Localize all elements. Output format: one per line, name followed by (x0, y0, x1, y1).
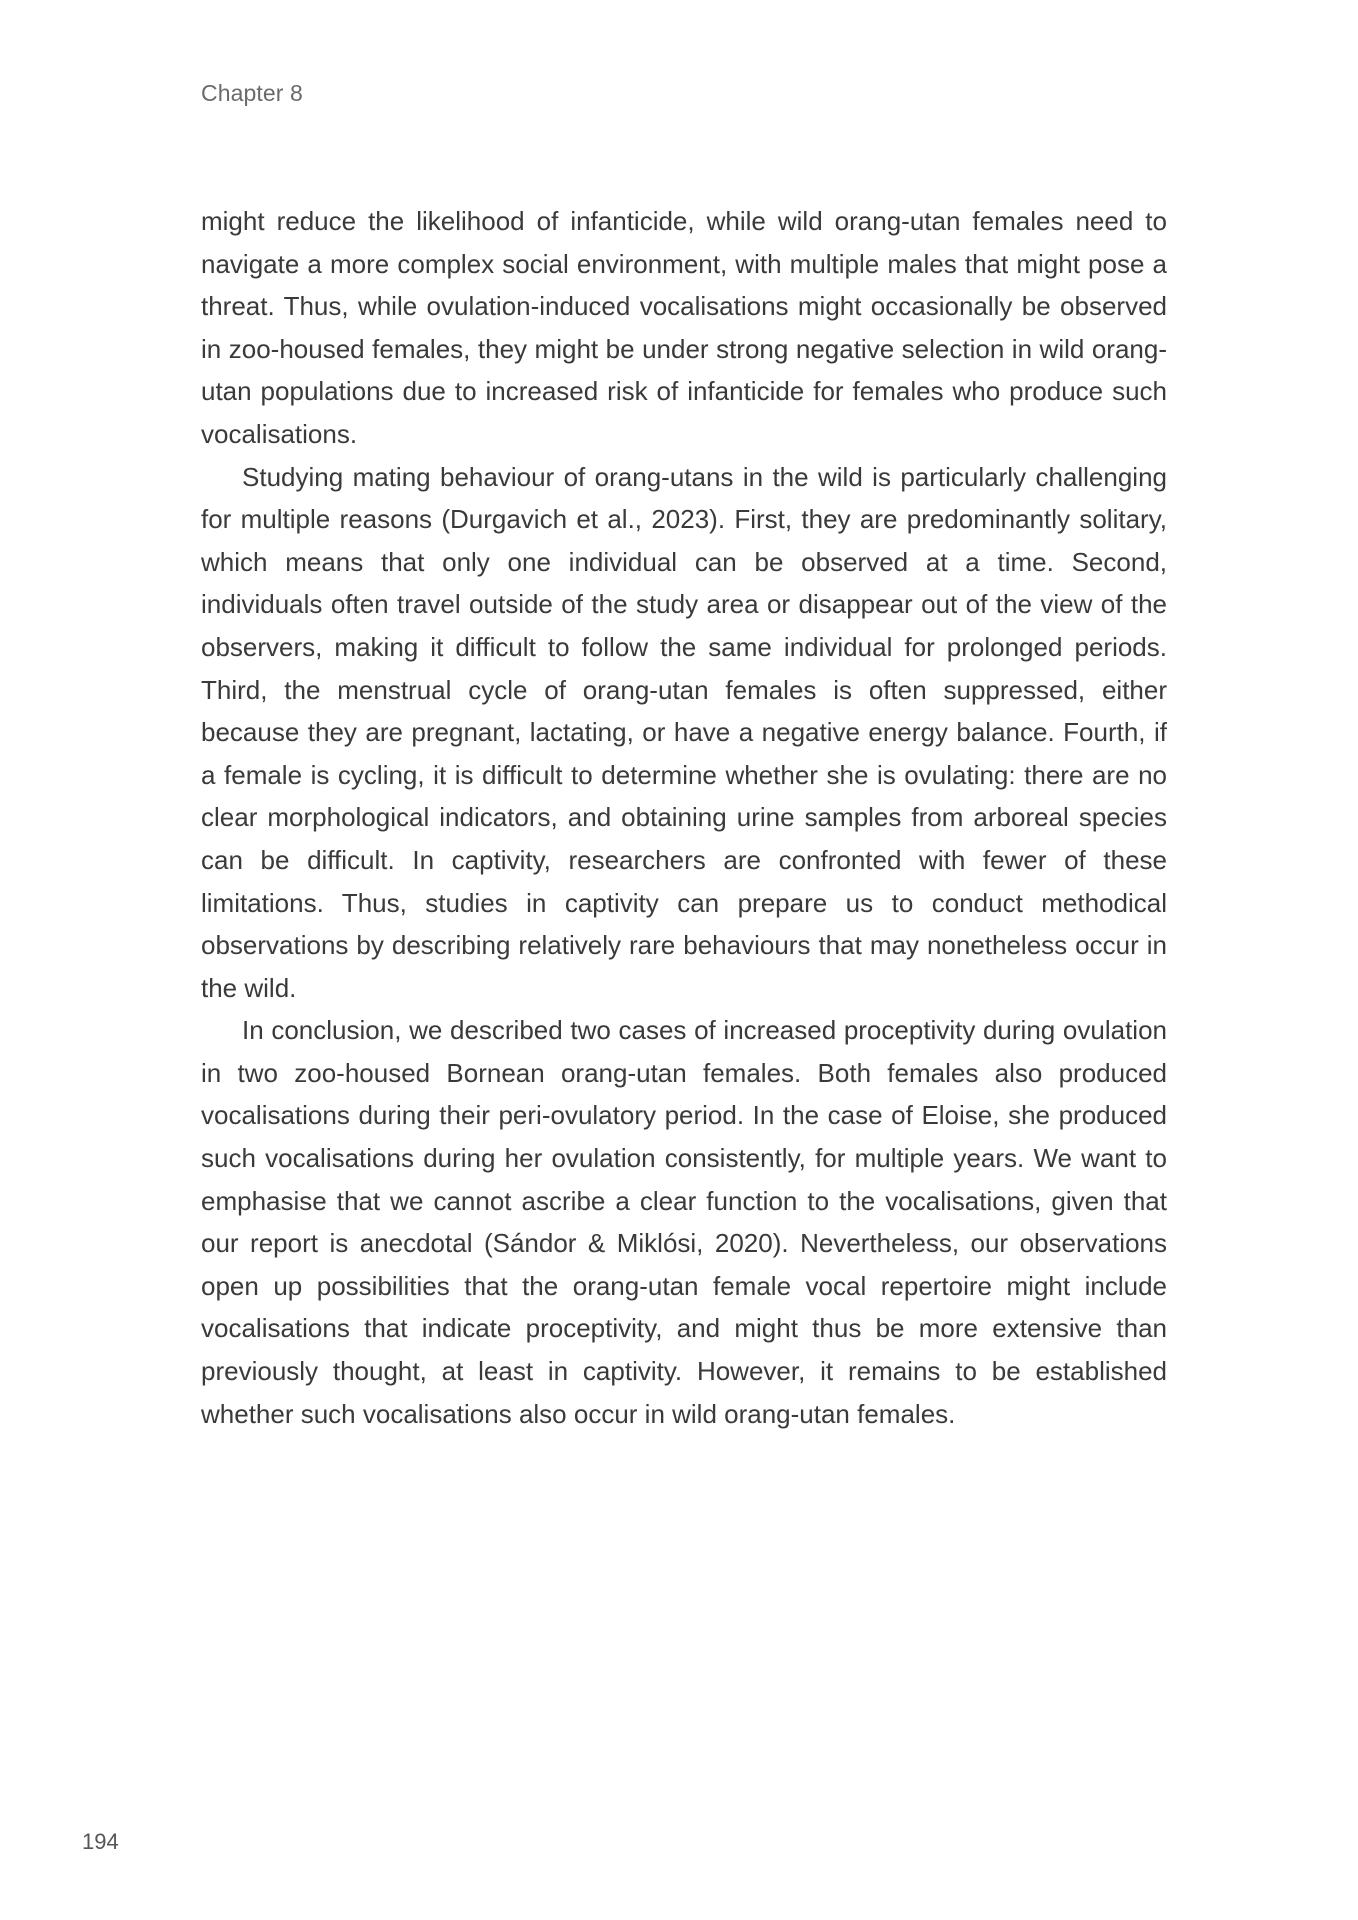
page-number: 194 (82, 1829, 119, 1854)
running-head-chapter: Chapter 8 (201, 80, 303, 106)
paragraph-conclusion: In conclusion, we described two cases of increased proceptivity during ovulation in two zoo-housed Bornean orang-utan females. Both females also produced vocalisations during their peri-ovulatory period. In the case of Eloise, she produced such vocalisations during her ovulation consistently, for multiple years. We want to emphasise that we cannot ascribe a clear function to the vocalisations, given that our report is anecdotal (Sándor & Miklósi, 2020). Nevertheless, our observations open up possibilities that the orang-utan female vocal repertoire might include vocalisations that indicate proceptivity, and might thus be more extensive than previously thought, at least in captivity. However, it remains to be established whether such vocalisations also occur in wild orang-utan females. (201, 1015, 1167, 1429)
body-text (201, 200, 1167, 1435)
paragraph-continued: might reduce the likelihood of infanticide, while wild orang-utan females need to navigate a more complex social environment, with multiple males that might pose a threat. Thus, while ovulation-induced vocalisations might occasionally be observed in zoo-housed females, they might be under strong negative selection in wild orang-utan populations due to increased risk of infanticide for females who produce such vocalisations. (201, 206, 1167, 449)
paragraph-mating-behaviour: Studying mating behaviour of orang-utans in the wild is particularly challenging for multiple reasons (Durgavich et al., 2023). First, they are predominantly solitary, which means that only one individual can be observed at a time. Second, individuals often travel outside of the study area or disappear out of the view of the observers, making it difficult to follow the same individual for prolonged periods. Third, the menstrual cycle of orang-utan females is often suppressed, either because they are pregnant, lactating, or have a negative energy balance. Fourth, if a female is cycling, it is difficult to determine whether she is ovulating: there are no clear morphological indicators, and obtaining urine samples from arboreal species can be difficult. In captivity, researchers are confronted with fewer of these limitations. Thus, studies in captivity can prepare us to conduct methodical observations by describing relatively rare behaviours that may nonetheless occur in the wild. (201, 461, 1167, 1003)
